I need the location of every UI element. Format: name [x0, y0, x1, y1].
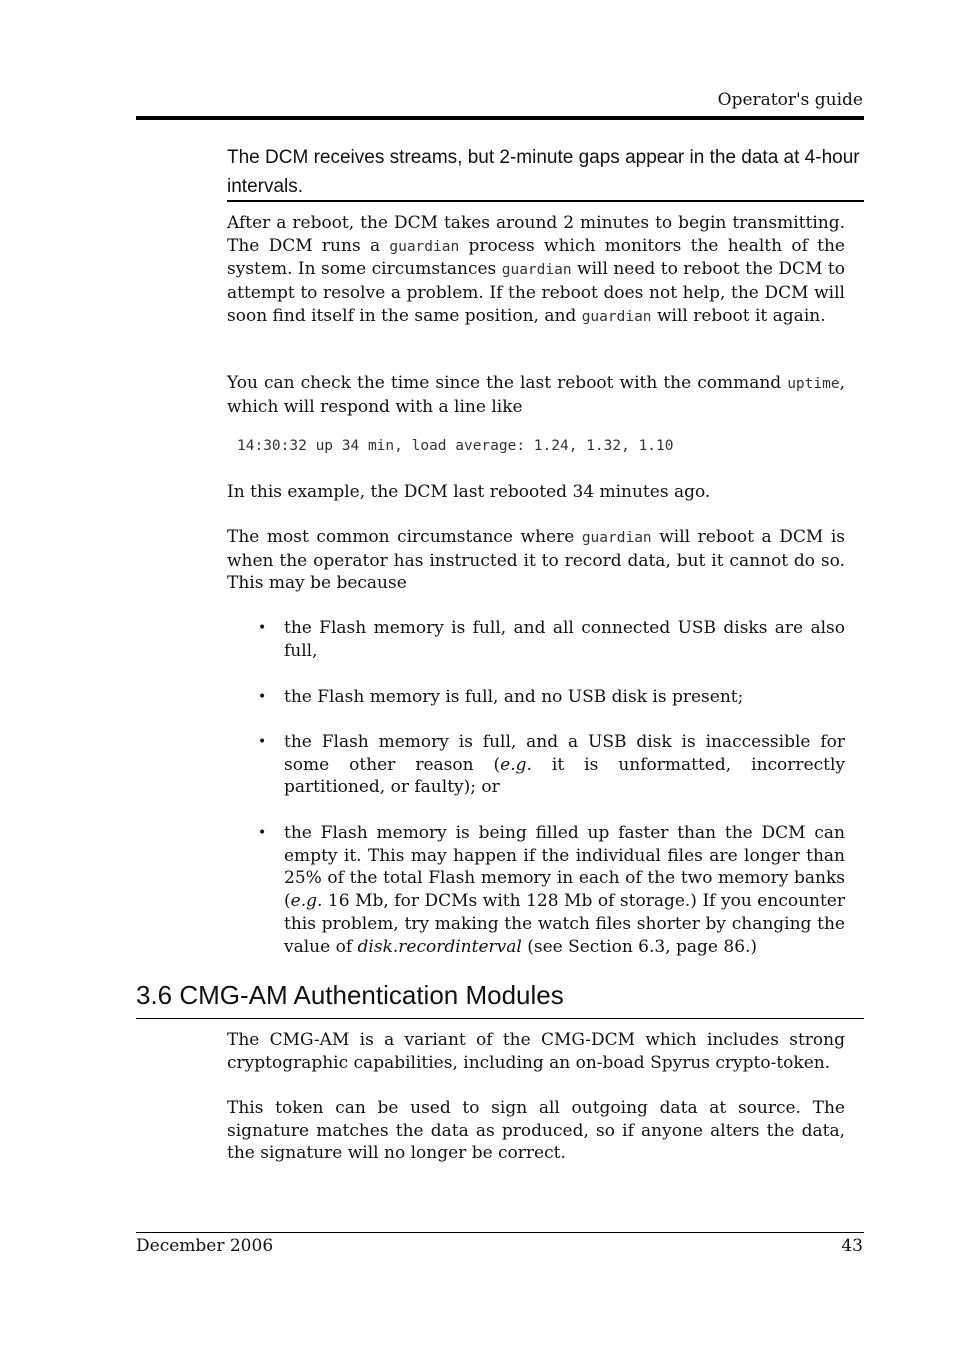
list-item-text: the Flash memory is full, and no USB disk is present;: [284, 687, 744, 707]
text: The most common circumstance where: [227, 527, 582, 547]
page-number: 43: [841, 1236, 863, 1256]
paragraph-token: This token can be used to sign all outgoing data at source. The signature matches the data as produced, so if anyone alters the data, the signature will no longer be correct.: [227, 1098, 845, 1164]
code-guardian: guardian: [581, 530, 652, 546]
text: will reboot a DCM is when the operator has instructed it to record data, but it cannot do so. This may be because: [227, 527, 845, 594]
code-guardian: guardian: [501, 262, 572, 279]
list-item-text: [284, 731, 845, 799]
list-item: [258, 686, 845, 709]
italic-text: e.g.: [290, 891, 323, 912]
list-item: [258, 617, 845, 662]
bullet-icon: •: [258, 825, 267, 841]
text: 16 Mb, for DCMs with 128 Mb of storage.) If you encounter this problem, try making the watch files shorter by changing the value of: [284, 891, 845, 957]
section-rule: [136, 1018, 864, 1019]
running-header: Operator's guide: [717, 90, 863, 110]
list-item: [258, 731, 845, 799]
paragraph-example: In this example, the DCM last rebooted 34 minutes ago.: [227, 482, 711, 502]
list-item-text: [284, 822, 845, 958]
text: the Flash memory is being filled up faster than the DCM can empty it. This may happen if the individual files are longer than 25% of the total Flash memory in each of the two memory banks (: [284, 823, 845, 912]
troubleshooting-heading: The DCM receives streams, but 2-minute gaps appear in the data at 4-hour intervals.: [227, 147, 860, 197]
list-item-text: the Flash memory is full, and all connected USB disks are also full,: [284, 618, 845, 661]
text: , which will respond with a line like: [227, 373, 845, 417]
bullet-icon: •: [258, 689, 267, 705]
text: After a reboot, the DCM takes around 2 minutes to begin transmitting. The DCM runs a: [227, 213, 845, 256]
heading-rule: [227, 200, 864, 202]
paragraph-uptime: [227, 372, 845, 418]
text: will reboot it again.: [651, 305, 826, 326]
paragraph-cmg-am: The CMG-AM is a variant of the CMG-DCM which includes strong cryptographic capabilities, including an on-boad Spyrus crypto-token.: [227, 1030, 845, 1073]
code-guardian: guardian: [581, 308, 652, 325]
bullet-icon: •: [258, 734, 267, 750]
paragraph-circumstance: [227, 526, 845, 595]
section-title: 3.6 CMG-AM Authentication Modules: [136, 980, 564, 1010]
code-guardian: guardian: [389, 238, 460, 255]
uptime-output: 14:30:32 up 34 min, load average: 1.24, 1.32, 1.10: [237, 438, 674, 454]
italic-text: e.g.: [500, 754, 532, 775]
header-rule: [136, 116, 864, 120]
text: (see Section 6.3, page 86.): [521, 936, 758, 957]
text: will need to reboot the DCM to attempt to resolve a problem. If the reboot does not help, the DCM will soon find itself in the same position, and: [227, 259, 845, 326]
list-item: [258, 822, 845, 958]
text: You can check the time since the last reboot with the command: [227, 373, 788, 393]
text: it is unformatted, incorrectly partitioned, or faulty); or: [284, 754, 845, 798]
bullet-icon: •: [258, 620, 267, 636]
text: process which monitors the health of the system. In some circumstances: [227, 235, 845, 280]
footer-date: December 2006: [136, 1236, 274, 1256]
paragraph-reboot: [227, 212, 845, 329]
italic-text: disk.recordinterval: [357, 936, 522, 957]
footer-rule: [136, 1232, 864, 1233]
text: the Flash memory is full, and a USB disk is inaccessible for some other reason (: [284, 732, 845, 775]
code-uptime: uptime: [787, 376, 840, 392]
